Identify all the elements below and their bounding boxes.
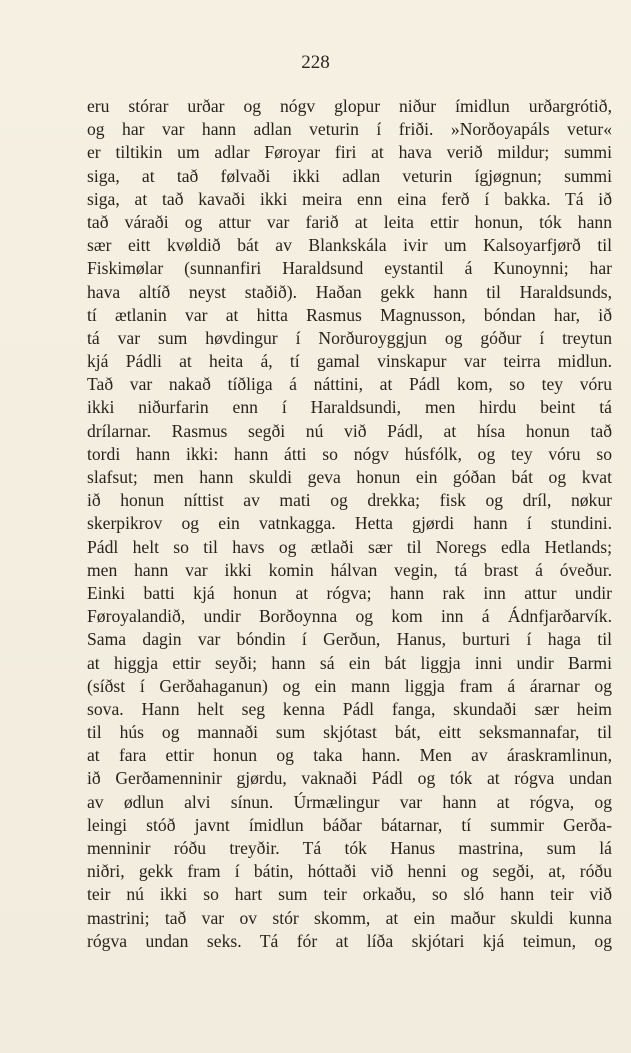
text-line: siga, at tað kavaði ikki meira enn eina ferð í bakka. Tá ið bbox=[87, 188, 612, 209]
text-line: eru stórar urðar og nógv glopur niður ímidlun urðargrótið, bbox=[87, 96, 612, 116]
text-line: sær eitt kvøldið bát av Blankskála ivir um Kalsoyarfjørð til bbox=[87, 235, 612, 256]
body-text bbox=[87, 95, 612, 953]
text-line: av ødlun alvi sínun. Úrmælingur var hann at rógva, og bbox=[87, 791, 612, 812]
text-line: Sama dagin var bóndin í Gerðun, Hanus, burturi í haga til bbox=[87, 629, 612, 650]
text-line: drílarnar. Rasmus segði nú við Pádl, at hísa honun tað bbox=[87, 420, 612, 441]
text-line: mastrini; tað var ov stór skomm, at ein maður skuldi kunna bbox=[87, 907, 612, 928]
text-line: at fara ettir honun og taka hann. Men av áraskramlinun, bbox=[87, 745, 612, 766]
text-line: Føroyalandið, undir Borðoynna og kom inn á Ádnfjarðarvík. bbox=[87, 606, 612, 627]
text-line: og har var hann adlan veturin í friði. »Norðoyapáls vetur« bbox=[87, 119, 612, 140]
text-line: ið Gerðamenninir gjørdu, vaknaði Pádl og tók at rógva undan bbox=[87, 768, 612, 789]
text-line: at higgja ettir seyði; hann sá ein bát liggja inni undir Barmi bbox=[87, 652, 612, 673]
text-line: skerpikrov og ein vatnkagga. Hetta gjørdi hann í stundini. bbox=[87, 513, 612, 534]
text-line: ikki niðurfarin enn í Haraldsundi, men hirdu beint tá bbox=[87, 397, 612, 418]
text-line: slafsut; men hann skuldi geva honun ein góðan bát og kvat bbox=[87, 467, 612, 487]
text-line: teir nú ikki so hart sum teir orkaðu, so sló hann teir við bbox=[87, 884, 612, 905]
text-line: Fiskimølar (sunnanfiri Haraldsund eystantil á Kunoynni; har bbox=[87, 258, 612, 279]
text-line: til hús og mannaði sum skjótast bát, eitt seksmannafar, til bbox=[87, 722, 612, 743]
text-line: Tað var nakað tíðliga á náttini, at Pádl kom, so tey vóru bbox=[87, 374, 612, 395]
text-line: ið honun níttist av mati og drekka; fisk og dríl, nøkur bbox=[87, 490, 612, 511]
text-line: kjá Pádli at heita á, tí gamal vinskapur var teirra midlun. bbox=[87, 351, 612, 372]
text-line: men hann var ikki komin hálvan vegin, tá brast á óveður. bbox=[87, 559, 612, 580]
text-line: er tiltikin um adlar Føroyar firi at hava verið mildur; summi bbox=[87, 142, 612, 163]
text-line: Pádl helt so til havs og ætlaði sær til Noregs edla Hetlands; bbox=[87, 536, 612, 557]
text-line: sova. Hann helt seg kenna Pádl fanga, skundaði sær heim bbox=[87, 698, 612, 719]
text-line: tá var sum høvdingur í Norðuroyggjun og góður í treytun bbox=[87, 327, 612, 348]
text-line: hava altíð neyst staðið). Haðan gekk hann til Haraldsunds, bbox=[87, 281, 612, 302]
text-line: tordi hann ikki: hann átti so nógv húsfólk, og tey vóru so bbox=[87, 443, 612, 464]
text-line: rógva undan seks. Tá fór at líða skjótari kjá teimun, og bbox=[87, 930, 612, 951]
text-line: niðri, gekk fram í bátin, hóttaði við henni og segði, at, róðu bbox=[87, 861, 612, 882]
page-number: 228 bbox=[301, 52, 330, 73]
text-line: leingi stóð javnt ímidlun báðar bátarnar, tí summir Gerða- bbox=[87, 814, 612, 835]
text-line: siga, at tað følvaði ikki adlan veturin ígjøgnun; summi bbox=[87, 165, 612, 186]
text-line: Einki batti kjá honun at rógva; hann rak inn attur undir bbox=[87, 582, 612, 603]
text-line: tað váraði og attur var farið at leita ettir honun, tók hann bbox=[87, 211, 612, 232]
text-line: menninir róðu treyðir. Tá tók Hanus mastrina, sum lá bbox=[87, 838, 612, 858]
text-line: (síðst í Gerðahaganun) og ein mann liggja fram á árarnar og bbox=[87, 675, 612, 696]
text-line: tí ætlanin var at hitta Rasmus Magnusson, bóndan har, ið bbox=[87, 304, 612, 325]
